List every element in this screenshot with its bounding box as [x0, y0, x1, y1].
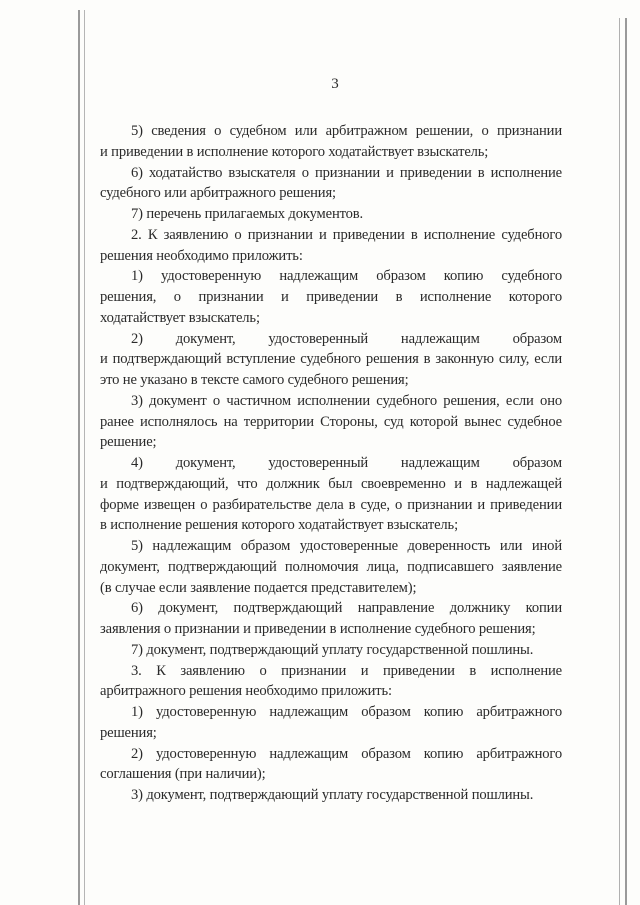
- text-line: и подтверждающий вступление судебного решения в законную силу, если: [100, 351, 562, 368]
- binding-line-left-outer: [78, 10, 80, 905]
- text-line: 5) сведения о судебном или арбитражном решении, о признании: [131, 123, 562, 139]
- text-line: 2) документ, удостоверенный надлежащим образом: [131, 330, 562, 347]
- text-line: соглашения (при наличии);: [100, 766, 266, 783]
- document-body: [100, 121, 562, 806]
- text-line: решения необходимо приложить:: [100, 247, 303, 264]
- binding-line-right-outer: [619, 18, 620, 905]
- text-line: это не указано в тексте самого судебного решения;: [100, 372, 409, 388]
- paragraph: [100, 744, 562, 786]
- text-line: ходатайствует взыскатель;: [100, 309, 260, 326]
- binding-line-right-inner: [625, 18, 627, 905]
- paragraph: [100, 598, 562, 640]
- text-line: 1) удостоверенную надлежащим образом копию судебного: [131, 268, 562, 285]
- text-line: в исполнение решения которого ходатайствует взыскатель;: [100, 517, 458, 534]
- text-line: 6) документ, подтверждающий направление должнику копии: [131, 600, 562, 617]
- paragraph: [100, 204, 562, 225]
- paragraph: [100, 121, 562, 163]
- text-line: 2) удостоверенную надлежащим образом копию арбитражного: [131, 745, 562, 762]
- text-line: судебного или арбитражного решения;: [100, 185, 336, 202]
- paragraph: [100, 163, 562, 205]
- paragraph: [100, 661, 562, 703]
- text-line: и подтверждающий, что должник был своевременно и в надлежащей: [100, 475, 562, 492]
- text-line: 4) документ, удостоверенный надлежащим образом: [131, 455, 562, 471]
- text-line: заявления о признании и приведении в исполнение судебного решения;: [100, 621, 536, 637]
- text-line: решения, о признании и приведении в исполнение которого: [100, 289, 562, 305]
- text-line: документ, подтверждающий полномочия лица, подписавшего заявление: [100, 558, 562, 575]
- text-line: форме извещен о разбирательстве дела в суде, о признании и приведении: [100, 496, 562, 513]
- text-line: 7) перечень прилагаемых документов.: [131, 206, 364, 222]
- page-number: 3: [331, 76, 339, 92]
- text-line: 5) надлежащим образом удостоверенные доверенность или иной: [131, 538, 562, 554]
- text-line: ранее исполнялось на территории Стороны, суд которой вынес судебное: [100, 413, 562, 430]
- paragraph: [100, 391, 562, 453]
- text-line: 7) документ, подтверждающий уплату государственной пошлины.: [131, 641, 534, 658]
- text-line: арбитражного решения необходимо приложить:: [100, 683, 392, 700]
- paragraph: [100, 702, 562, 744]
- text-line: решения;: [100, 724, 157, 741]
- text-line: 2. К заявлению о признании и приведении в исполнение судебного: [131, 226, 562, 243]
- text-line: решение;: [100, 434, 157, 451]
- text-line: 1) удостоверенную надлежащим образом копию арбитражного: [131, 704, 562, 720]
- paragraph: [100, 785, 562, 806]
- text-line: и приведении в исполнение которого ходатайствует взыскатель;: [100, 143, 489, 160]
- binding-line-left-inner: [84, 10, 85, 905]
- paragraph: [100, 225, 562, 267]
- paragraph: [100, 640, 562, 661]
- text-line: 3. К заявлению о признании и приведении в исполнение: [131, 662, 562, 679]
- paragraph: [100, 536, 562, 598]
- text-line: 3) документ, подтверждающий уплату государственной пошлины.: [131, 787, 534, 803]
- paragraph: [100, 453, 562, 536]
- text-line: 3) документ о частичном исполнении судебного решения, если оно: [131, 392, 562, 409]
- paragraph: [100, 266, 562, 328]
- text-line: (в случае если заявление подается представителем);: [100, 579, 417, 596]
- paragraph: [100, 329, 562, 391]
- text-line: 6) ходатайство взыскателя о признании и приведении в исполнение: [131, 164, 562, 181]
